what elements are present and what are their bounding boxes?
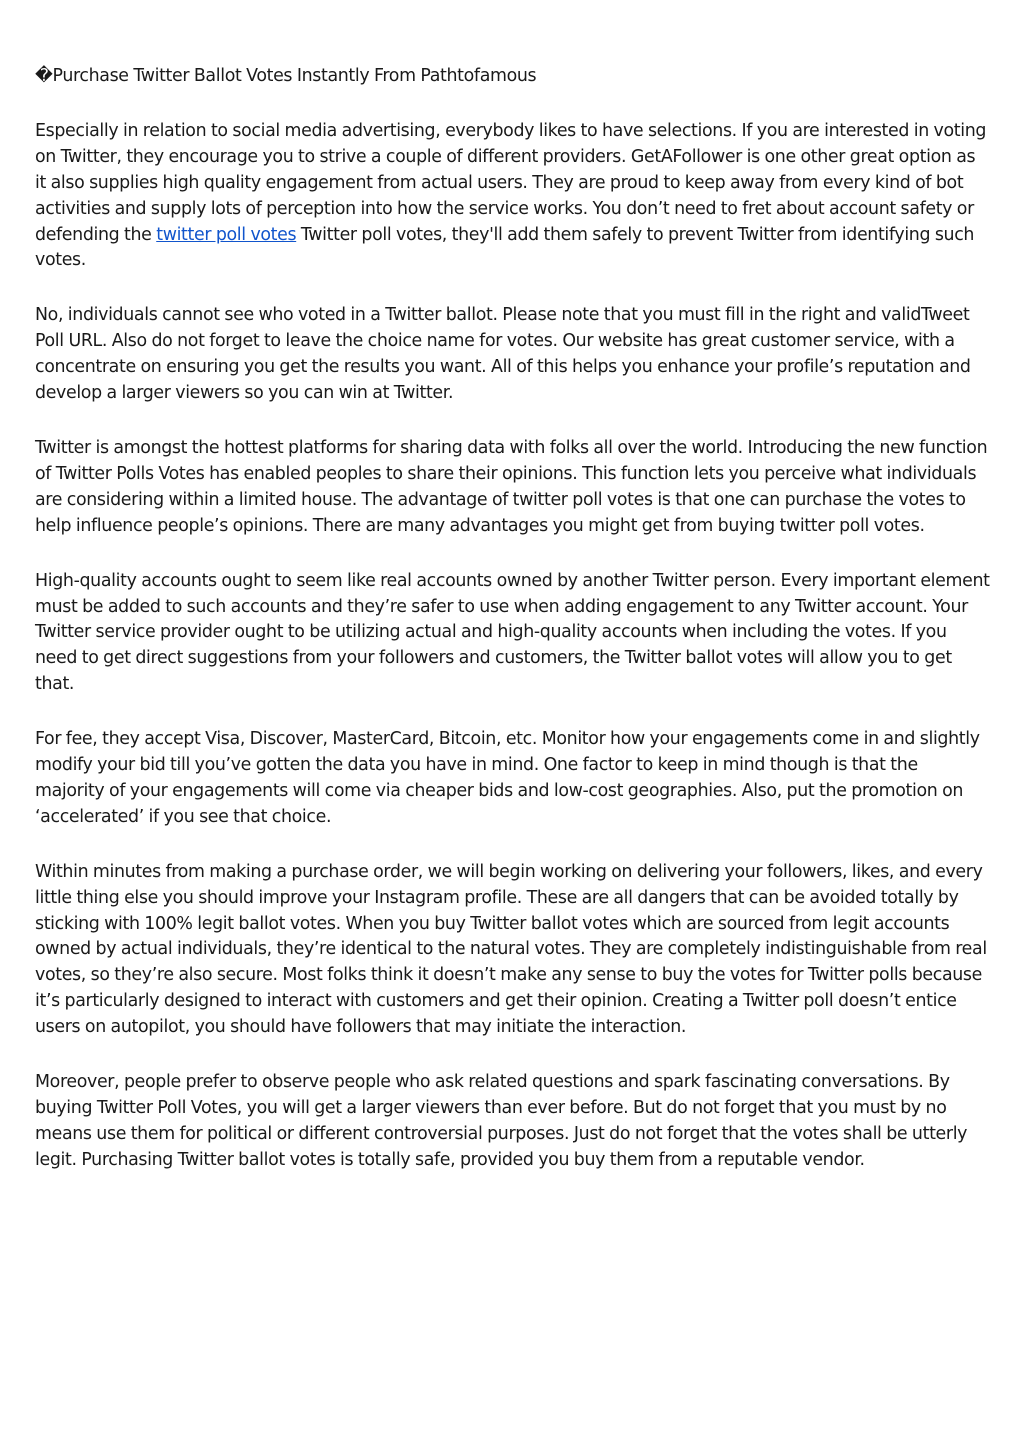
paragraph-5: For fee, they accept Visa, Discover, MasterCard, Bitcoin, etc. Monitor how your engagements come in and slightly modify your bid till you’ve gotten the data you have in mind. One factor to keep in mind though is that the majority of your engagements will come via cheaper bids and low-cost geographies. Also, put the promotion on ‘accelerated’ if you see that choice.: [35, 729, 980, 827]
paragraph-4: High-quality accounts ought to seem like real accounts owned by another Twitter person. Every important element must be added to such accounts and they’re safer to use when adding engagement to any Twitter account. Your Twitter service provider ought to be utilizing actual and high-quality accounts when including the votes. If you need to get direct suggestions from your followers and customers, the Twitter ballot votes will allow you to get that.: [35, 570, 990, 695]
paragraph-6: Within minutes from making a purchase order, we will begin working on delivering your followers, likes, and every little thing else you should improve your Instagram profile. These are all dangers that can be avoided totally by sticking with 100% legit ballot votes. When you buy Twitter ballot votes which are sourced from legit accounts owned by actual individuals, they’re identical to the natural votes. They are completely indistinguishable from real votes, so they’re also secure. Most folks think it doesn’t make any sense to buy the votes for Twitter polls because it’s particularly designed to interact with customers and get their opinion. Creating a Twitter poll doesn’t entice users on autopilot, you should have followers that may initiate the interaction.: [35, 861, 987, 1038]
paragraph-1-text: Especially in relation to social media advertising, everybody likes to have selections. If you are interested in voting on Twitter, they encourage you to strive a couple of different providers. GetAFollower is one other great option as it also supplies high quality engagement from actual users. They are proud to keep away from every kind of bot activities and supply lots of perception into how the service works. You don’t need to fret about account safety or defending the: [35, 120, 987, 245]
paragraph-1-after-link: Twitter poll votes, they'll add them safely to prevent Twitter from identifying such votes.: [35, 224, 975, 271]
paragraph-1: [35, 119, 990, 274]
paragraph-2: No, individuals cannot see who voted in a Twitter ballot. Please note that you must fill in the right and validTweet Poll URL. Also do not forget to leave the choice name for votes. Our website has great customer service, with a concentrate on ensuring you get the results you want. All of this helps you enhance your profile’s reputation and develop a larger viewers so you can win at Twitter.: [35, 305, 971, 404]
paragraph-7: Moreover, people prefer to observe people who ask related questions and spark fascinating conversations. By buying Twitter Poll Votes, you will get a larger viewers than ever before. But do not forget that you must by no means use them for political or different controversial purposes. Just do not forget that the votes shall be utterly legit. Purchasing Twitter ballot votes is totally safe, provided you buy them from a reputable vendor.: [35, 1072, 968, 1170]
document-title: �Purchase Twitter Ballot Votes Instantly From Pathtofamous: [35, 66, 537, 86]
document-body: [35, 64, 990, 1203]
paragraph-3: Twitter is amongst the hottest platforms for sharing data with folks all over the world. Introducing the new function of Twitter Polls Votes has enabled peoples to share their opinions. This function lets you perceive what individuals are considering within a limited house. The advantage of twitter poll votes is that one can purchase the votes to help influence people’s opinions. There are many advantages you might get from buying twitter poll votes.: [35, 437, 988, 536]
twitter-poll-votes-link[interactable]: twitter poll votes: [156, 224, 297, 245]
